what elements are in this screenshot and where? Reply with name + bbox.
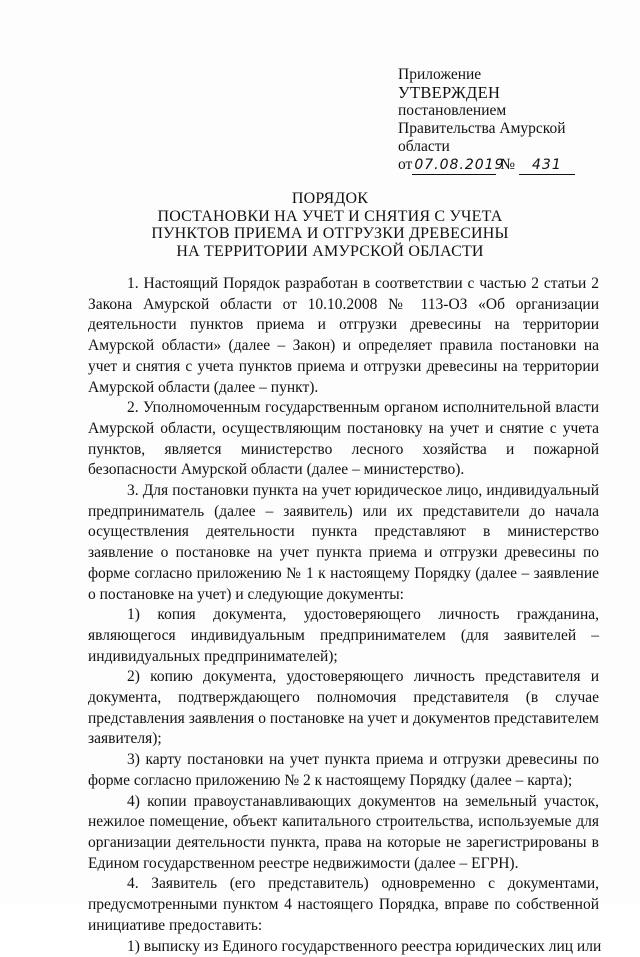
- paragraph-4: 4. Заявитель (его представитель) одновременно с документами, предусмотренными пунктом 4 настоящего Порядка, вправе по собственной инициативе предоставить:: [88, 874, 599, 936]
- number-label: №: [500, 156, 515, 173]
- title-line-3: ПУНКТОВ ПРИЕМА И ОТГРУЗКИ ДРЕВЕСИНЫ: [60, 225, 600, 243]
- document-body: [88, 274, 599, 957]
- paragraph-3: 3. Для постановки пункта на учет юридическое лицо, индивидуальный предприниматель (далее – заявитель) или их представители до начала осуществления деятельности пункта представляют в министерство заявление о постановке на учет пункта приема и отгрузки древесины по форме согласно приложению № 1 к настоящему Порядку (далее – заявление о постановке на учет) и следующие документы:: [88, 481, 599, 605]
- paragraph-2: 2. Уполномоченным государственным органом исполнительной власти Амурской области, осуществляющим постановку на учет и снятие с учета пунктов, является министерство лесного хозяйства и пожарной безопасности Амурской области (далее – министерство).: [88, 398, 599, 481]
- appendix-label: Приложение: [398, 66, 598, 84]
- paragraph-1: 1. Настоящий Порядок разработан в соответствии с частью 2 статьи 2 Закона Амурской области от 10.10.2008 № 113-ОЗ «Об организации деятельности пунктов приема и отгрузки древесины на территории Амурской области» (далее – Закон) и определяет правила постановки на учет и снятия с учета пунктов приема и отгрузки древесины на территории Амурской области (далее – пункт).: [88, 274, 599, 398]
- title-line-2: ПОСТАНОВКИ НА УЧЕТ И СНЯТИЯ С УЧЕТА: [60, 208, 600, 226]
- title-line-4: НА ТЕРРИТОРИИ АМУРСКОЙ ОБЛАСТИ: [60, 243, 600, 261]
- handwritten-number: 431: [519, 156, 575, 175]
- region-label: области: [398, 138, 598, 156]
- document-title: [60, 190, 600, 260]
- subitem-3-4: 4) копии правоустанавливающих документов на земельный участок, нежилое помещение, объект капитального строительства, используемые для организации деятельности пункта, права на которые не зарегистрированы в Едином государственном реестре недвижимости (далее – ЕГРН).: [88, 792, 599, 875]
- approved-label: УТВЕРЖДЕН: [398, 84, 598, 102]
- title-line-1: ПОРЯДОК: [60, 190, 600, 208]
- subitem-3-1: 1) копия документа, удостоверяющего личность гражданина, являющегося индивидуальным предпринимателем (для заявителей – индивидуальных предпринимателей);: [88, 605, 599, 667]
- subitem-4-1: 1) выписку из Единого государственного реестра юридических лиц или: [88, 937, 599, 957]
- subitem-3-3: 3) карту постановки на учет пункта приема и отгрузки древесины по форме согласно приложению № 2 к настоящему Порядку (далее – карта);: [88, 750, 599, 791]
- resolution-date-line: [398, 156, 598, 175]
- resolution-label: постановлением: [398, 102, 598, 120]
- handwritten-date: 07.08.2019: [412, 156, 496, 175]
- subitem-3-2: 2) копию документа, удостоверяющего личность представителя и документа, подтверждающего полномочия представителя (в случае представления заявления о постановке на учет и документов представителем заявителя);: [88, 667, 599, 750]
- government-label: Правительства Амурской: [398, 120, 598, 138]
- approval-block: [398, 66, 598, 175]
- date-prefix: от: [398, 156, 412, 173]
